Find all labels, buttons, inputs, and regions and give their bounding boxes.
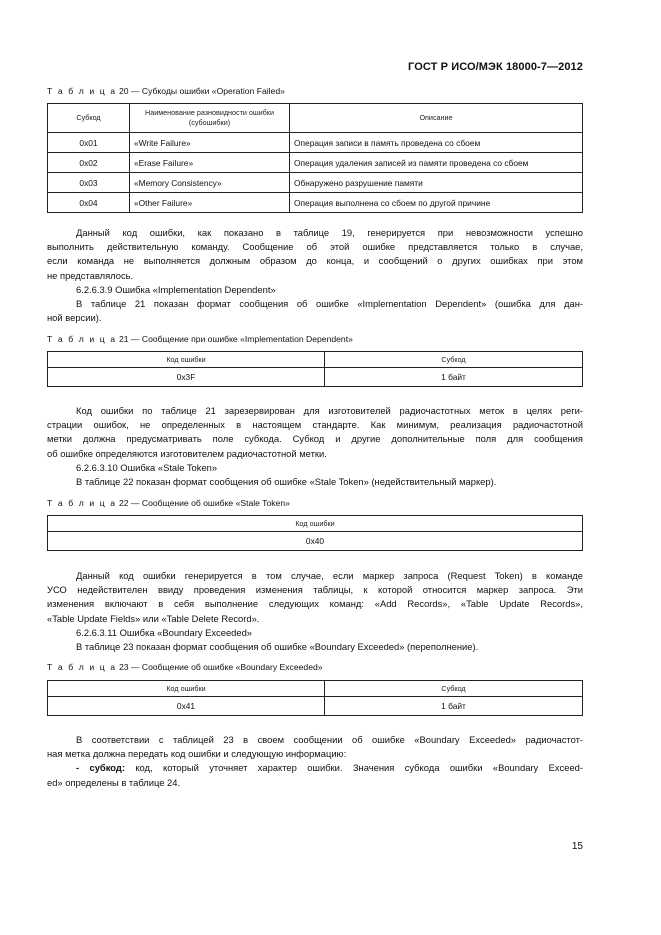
paragraph-2 xyxy=(47,404,583,489)
text-line: Код ошибки по таблице 21 зарезервирован для изготовителей радиочастотных меток в целях реги- xyxy=(76,405,583,416)
table-caption-text: 20 — Субкоды ошибки «Operation Failed» xyxy=(116,86,285,96)
text-line: В таблице 22 показан формат сообщения об ошибке «Stale Token» (недействительный маркер). xyxy=(76,476,497,488)
table-cell: 1 байт xyxy=(325,697,583,716)
table-caption-text: 21 — Сообщение при ошибке «Implementation Dependent» xyxy=(116,334,353,344)
table-header-cell: Код ошибки xyxy=(48,352,325,368)
table-row xyxy=(48,173,583,193)
table-cell: 0x41 xyxy=(48,697,325,716)
table23-caption xyxy=(47,662,323,672)
table-header-cell: Описание xyxy=(290,104,583,133)
table-row xyxy=(48,368,583,387)
paragraph-1 xyxy=(47,226,583,325)
text-line: страции ошибок, не определенных в настоящем стандарте. Как минимум, реализация радиочастотной xyxy=(47,419,583,431)
page-number: 15 xyxy=(571,841,583,852)
table-row xyxy=(48,153,583,173)
bullet-item xyxy=(47,761,583,775)
table-cell: 0x03 xyxy=(48,173,130,193)
text-line: В таблице 21 показан формат сообщения об ошибке «Implementation Dependent» (ошибка для дан- xyxy=(76,298,583,310)
table21-caption xyxy=(47,334,353,344)
table-cell: Операция записи в память проведена со сбоем xyxy=(290,133,583,153)
table-cell: Обнаружено разрушение памяти xyxy=(290,173,583,193)
section-heading: 6.2.6.3.10 Ошибка «Stale Token» xyxy=(76,461,218,473)
table-label: Т а б л и ц а xyxy=(47,662,117,672)
text-line: В соответствии с таблицей 23 в своем сообщении об ошибке «Boundary Exceeded» радиочастот- xyxy=(76,734,583,745)
table-header-cell: Субкод xyxy=(325,352,583,368)
document-header: ГОСТ Р ИСО/МЭК 18000-7—2012 xyxy=(408,61,583,73)
text-line: ная метка должна передать код ошибки и следующую информацию: xyxy=(47,748,347,760)
table-row xyxy=(48,532,583,551)
text-line: изменения включают в себя выполнение следующих команд: «Add Records», «Table Update Records», xyxy=(47,598,583,610)
table-cell: «Memory Consistency» xyxy=(130,173,290,193)
text-line: Данный код ошибки, как показано в таблице 19, генерируется при невозможности успешно xyxy=(76,227,583,238)
paragraph-3 xyxy=(47,569,583,654)
table-cell: Операция выполнена со сбоем по другой причине xyxy=(290,193,583,213)
text-line: УСО недействителен ввиду проведения изменения таблицы, к которой относится маркер запроса. Эти xyxy=(47,584,583,596)
table-row xyxy=(48,193,583,213)
bullet-label: - субкод: xyxy=(76,762,125,774)
table-header-cell: Субкод xyxy=(325,681,583,697)
text-line: метки должна предусматривать поле субкода. Субкод и другие дополнительные поля для сообщения xyxy=(47,433,583,445)
text-line: об ошибке определяются изготовителем радиочастотной метки. xyxy=(47,447,327,459)
table-row xyxy=(48,697,583,716)
table22-caption xyxy=(47,498,290,508)
table-label: Т а б л и ц а xyxy=(47,334,117,344)
text-line: ной версии). xyxy=(47,312,102,324)
table-label: Т а б л и ц а xyxy=(47,86,117,96)
table-header-cell: Код ошибки xyxy=(48,516,583,532)
table-caption-text: 22 — Сообщение об ошибке «Stale Token» xyxy=(116,498,290,508)
table-cell: «Write Failure» xyxy=(130,133,290,153)
text-line: не представлялось. xyxy=(47,269,134,281)
table-row xyxy=(48,133,583,153)
paragraph-4 xyxy=(47,733,583,790)
table-cell: Операция удаления записей из памяти проведена со сбоем xyxy=(290,153,583,173)
section-heading: 6.2.6.3.9 Ошибка «Implementation Dependent» xyxy=(76,283,276,295)
table21 xyxy=(47,351,583,387)
table20 xyxy=(47,103,583,213)
table-header-cell: Субкод xyxy=(48,104,130,133)
table-caption-text: 23 — Сообщение об ошибке «Boundary Exceeded» xyxy=(116,662,323,672)
table-cell: 0x04 xyxy=(48,193,130,213)
table20-caption xyxy=(47,86,285,96)
table-cell: 0x3F xyxy=(48,368,325,387)
bullet-text: код, который уточняет характер ошибки. Значения субкода ошибки «Boundary Exceed- xyxy=(124,762,583,774)
table-cell: 0x01 xyxy=(48,133,130,153)
table-cell: «Erase Failure» xyxy=(130,153,290,173)
text-line: выполнить действительную команду. Сообщение об этой ошибке представляется только в случае, xyxy=(47,241,583,253)
table-cell: 1 байт xyxy=(325,368,583,387)
table-cell: 0x40 xyxy=(48,532,583,551)
text-line: «Table Update Fields» или «Table Delete Record». xyxy=(47,612,260,624)
section-heading: 6.2.6.3.11 Ошибка «Boundary Exceeded» xyxy=(76,626,253,638)
table-label: Т а б л и ц а xyxy=(47,498,117,508)
table-cell: «Other Failure» xyxy=(130,193,290,213)
table-cell: 0x02 xyxy=(48,153,130,173)
text-line: ed» определены в таблице 24. xyxy=(47,776,181,788)
table-header-cell: Наименование разновидности ошибки (субошибки) xyxy=(130,104,290,133)
text-line: если команда не выполняется должным образом до конца, и сообщений о других ошибках при этом xyxy=(47,255,583,267)
text-line: В таблице 23 показан формат сообщения об ошибке «Boundary Exceeded» (переполнение). xyxy=(76,641,479,653)
table-header-cell: Код ошибки xyxy=(48,681,325,697)
table23 xyxy=(47,680,583,716)
text-line: Данный код ошибки генерируется в том случае, если маркер запроса (Request Token) в команде xyxy=(76,570,583,581)
table22 xyxy=(47,515,583,551)
